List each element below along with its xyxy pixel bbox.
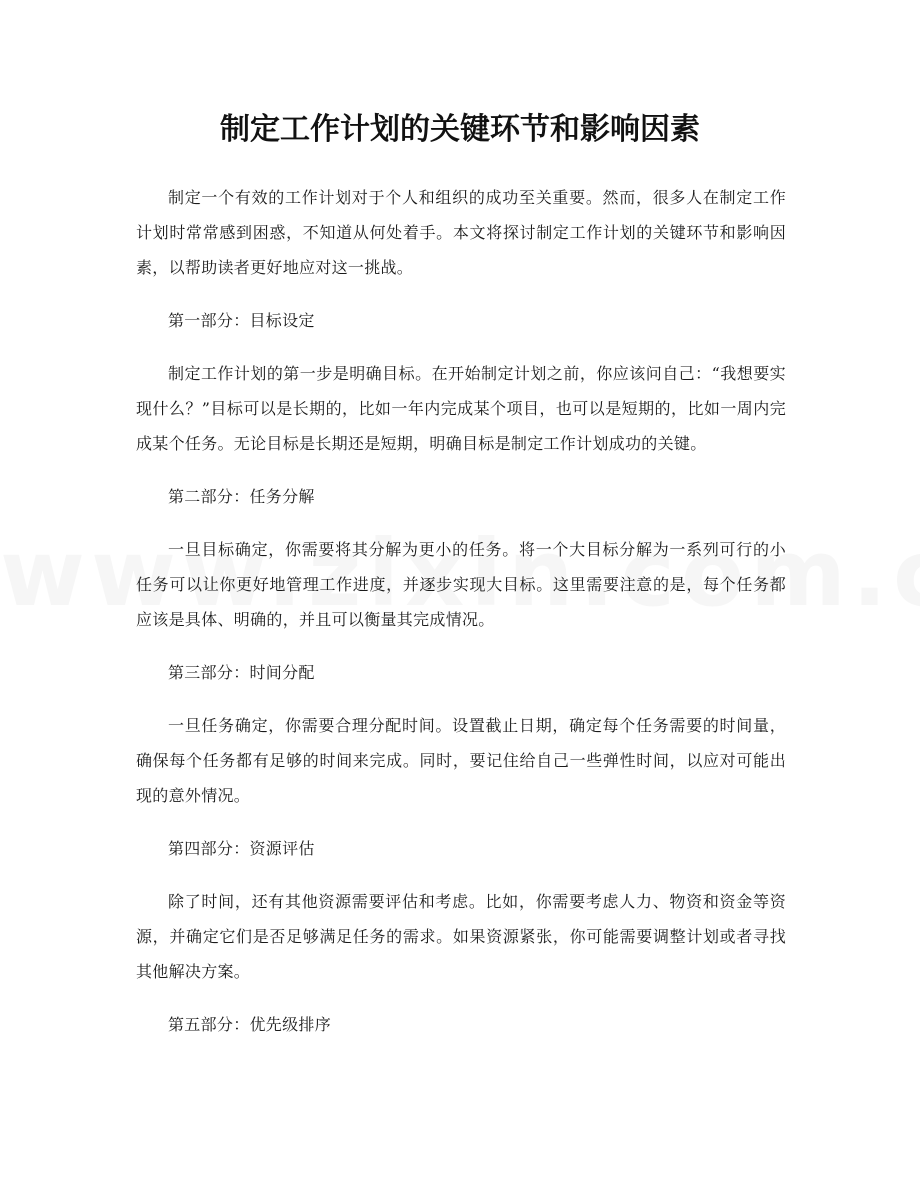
page-title: 制定工作计划的关键环节和影响因素 bbox=[220, 112, 700, 147]
section-paragraph-3: 一旦任务确定，你需要合理分配时间。设置截止日期，确定每个任务需要的时间量，确保每个任务都有足够的时间来完成。同时，要记住给自己一些弹性时间，以应对可能出现的意外情况。 bbox=[136, 716, 786, 805]
document-body bbox=[136, 180, 786, 1042]
intro-paragraph: 制定一个有效的工作计划对于个人和组织的成功至关重要。然而，很多人在制定工作计划时常常感到困惑，不知道从何处着手。本文将探讨制定工作计划的关键环节和影响因素，以帮助读者更好地应对这一挑战。 bbox=[136, 188, 786, 277]
section-heading-3: 第三部分：时间分配 bbox=[168, 663, 315, 682]
section-paragraph-2: 一旦目标确定，你需要将其分解为更小的任务。将一个大目标分解为一系列可行的小任务可以让你更好地管理工作进度，并逐步实现大目标。这里需要注意的是，每个任务都应该是具体、明确的，并且可以衡量其完成情况。 bbox=[136, 540, 786, 629]
section-heading-4: 第四部分：资源评估 bbox=[168, 839, 315, 858]
section-paragraph-1: 制定工作计划的第一步是明确目标。在开始制定计划之前，你应该问自己：“我想要实现什么？”目标可以是长期的，比如一年内完成某个项目，也可以是短期的，比如一周内完成某个任务。无论目标是长期还是短期，明确目标是制定工作计划成功的关键。 bbox=[136, 364, 786, 453]
section-paragraph-4: 除了时间，还有其他资源需要评估和考虑。比如，你需要考虑人力、物资和资金等资源，并确定它们是否足够满足任务的需求。如果资源紧张，你可能需要调整计划或者寻找其他解决方案。 bbox=[136, 892, 786, 981]
section-heading-2: 第二部分：任务分解 bbox=[168, 487, 315, 506]
section-heading-5: 第五部分：优先级排序 bbox=[168, 1015, 332, 1034]
section-heading-1: 第一部分：目标设定 bbox=[168, 311, 315, 330]
